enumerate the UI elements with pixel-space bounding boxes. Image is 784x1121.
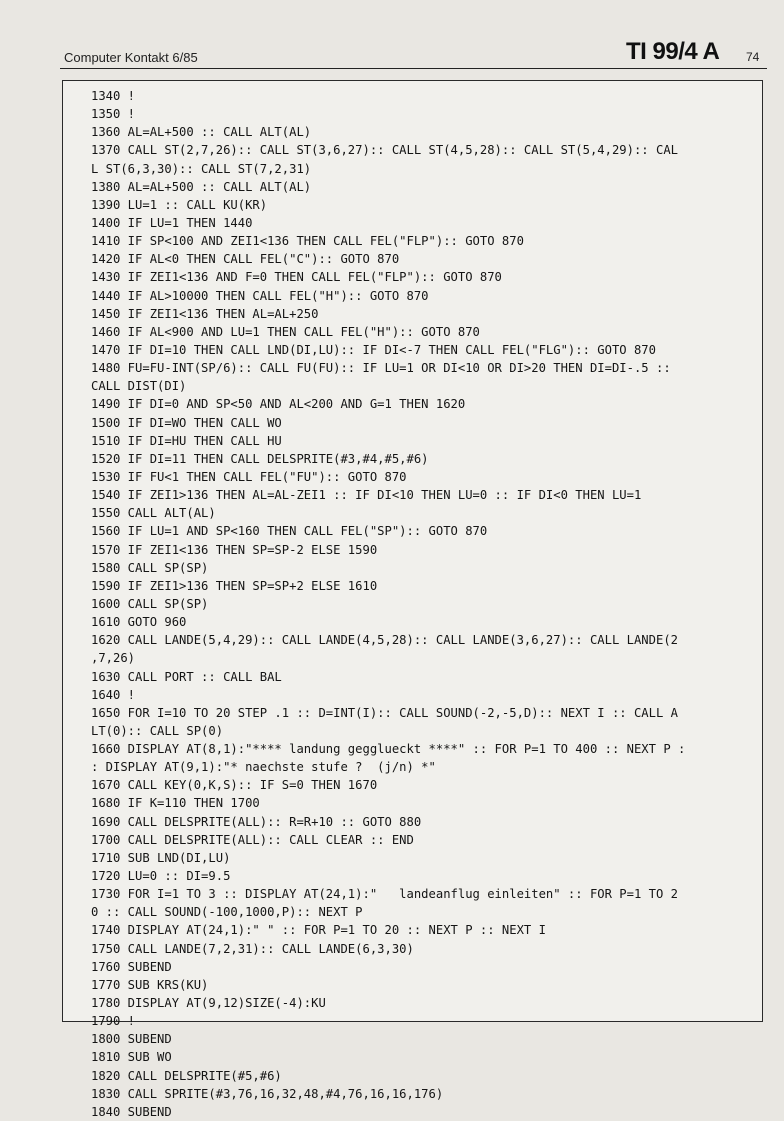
code-line: 1680 IF K=110 THEN 1700 bbox=[91, 796, 260, 811]
code-line: 1470 IF DI=10 THEN CALL LND(DI,LU):: IF DI<-7 THEN CALL FEL("FLG"):: GOTO 870 bbox=[91, 342, 656, 357]
code-line: 1840 SUBEND bbox=[91, 1104, 172, 1119]
code-line: 1740 DISPLAY AT(24,1):" " :: FOR P=1 TO 20 :: NEXT P :: NEXT I bbox=[91, 923, 546, 938]
code-line: 1640 ! bbox=[91, 687, 136, 702]
code-line: LT(0):: CALL SP(0) bbox=[91, 723, 224, 738]
page-number: 74 bbox=[746, 50, 760, 64]
code-line: 1520 IF DI=11 THEN CALL DELSPRITE(#3,#4,#5,#6) bbox=[91, 451, 429, 466]
code-line: L ST(6,3,30):: CALL ST(7,2,31) bbox=[91, 161, 312, 176]
code-line: 1430 IF ZEI1<136 AND F=0 THEN CALL FEL("FLP"):: GOTO 870 bbox=[91, 270, 502, 285]
code-line: ,7,26) bbox=[91, 651, 136, 666]
code-line: CALL DIST(DI) bbox=[91, 379, 187, 394]
code-line: 1600 CALL SP(SP) bbox=[91, 596, 209, 611]
code-line: 1450 IF ZEI1<136 THEN AL=AL+250 bbox=[91, 306, 319, 321]
code-line: 1760 SUBEND bbox=[91, 959, 172, 974]
code-line: 0 :: CALL SOUND(-100,1000,P):: NEXT P bbox=[91, 905, 363, 920]
code-line: 1550 CALL ALT(AL) bbox=[91, 506, 216, 521]
code-line: 1350 ! bbox=[91, 107, 136, 122]
code-line: 1660 DISPLAY AT(8,1):"**** landung gegglueckt ****" :: FOR P=1 TO 400 :: NEXT P : bbox=[91, 742, 686, 757]
code-line: 1670 CALL KEY(0,K,S):: IF S=0 THEN 1670 bbox=[91, 778, 378, 793]
code-line: : DISPLAY AT(9,1):"* naechste stufe ? (j/n) *" bbox=[91, 760, 436, 775]
code-line: 1780 DISPLAY AT(9,12)SIZE(-4):KU bbox=[91, 996, 326, 1011]
code-line: 1400 IF LU=1 THEN 1440 bbox=[91, 215, 253, 230]
magazine-issue: Computer Kontakt 6/85 bbox=[64, 50, 198, 65]
code-line: 1380 AL=AL+500 :: CALL ALT(AL) bbox=[91, 179, 312, 194]
code-line: 1420 IF AL<0 THEN CALL FEL("C"):: GOTO 870 bbox=[91, 252, 400, 267]
code-line: 1590 IF ZEI1>136 THEN SP=SP+2 ELSE 1610 bbox=[91, 578, 378, 593]
code-line: 1580 CALL SP(SP) bbox=[91, 560, 209, 575]
code-line: 1370 CALL ST(2,7,26):: CALL ST(3,6,27):: CALL ST(4,5,28):: CALL ST(5,4,29):: CAL bbox=[91, 143, 678, 158]
code-line: 1700 CALL DELSPRITE(ALL):: CALL CLEAR :: END bbox=[91, 832, 414, 847]
code-line: 1800 SUBEND bbox=[91, 1032, 172, 1047]
code-line: 1510 IF DI=HU THEN CALL HU bbox=[91, 433, 282, 448]
code-line: 1820 CALL DELSPRITE(#5,#6) bbox=[91, 1068, 282, 1083]
code-line: 1410 IF SP<100 AND ZEI1<136 THEN CALL FEL("FLP"):: GOTO 870 bbox=[91, 234, 524, 249]
code-line: 1810 SUB WO bbox=[91, 1050, 172, 1065]
code-line: 1690 CALL DELSPRITE(ALL):: R=R+10 :: GOTO 880 bbox=[91, 814, 422, 829]
code-line: 1710 SUB LND(DI,LU) bbox=[91, 850, 231, 865]
code-line: 1490 IF DI=0 AND SP<50 AND AL<200 AND G=1 THEN 1620 bbox=[91, 397, 466, 412]
code-line: 1440 IF AL>10000 THEN CALL FEL("H"):: GOTO 870 bbox=[91, 288, 429, 303]
code-line: 1720 LU=0 :: DI=9.5 bbox=[91, 869, 231, 884]
code-line: 1360 AL=AL+500 :: CALL ALT(AL) bbox=[91, 125, 312, 140]
code-line: 1460 IF AL<900 AND LU=1 THEN CALL FEL("H"):: GOTO 870 bbox=[91, 324, 480, 339]
code-line: 1730 FOR I=1 TO 3 :: DISPLAY AT(24,1):" landeanflug einleiten" :: FOR P=1 TO 2 bbox=[91, 887, 678, 902]
code-line: 1770 SUB KRS(KU) bbox=[91, 977, 209, 992]
code-line: 1340 ! bbox=[91, 89, 136, 103]
code-line: 1480 FU=FU-INT(SP/6):: CALL FU(FU):: IF LU=1 OR DI<10 OR DI>20 THEN DI=DI-.5 :: bbox=[91, 361, 671, 376]
system-title: TI 99/4 A bbox=[626, 38, 720, 65]
code-line: 1790 ! bbox=[91, 1014, 136, 1029]
code-line: 1570 IF ZEI1<136 THEN SP=SP-2 ELSE 1590 bbox=[91, 542, 378, 557]
code-line: 1650 FOR I=10 TO 20 STEP .1 :: D=INT(I):: CALL SOUND(-2,-5,D):: NEXT I :: CALL A bbox=[91, 705, 678, 720]
code-line: 1750 CALL LANDE(7,2,31):: CALL LANDE(6,3,30) bbox=[91, 941, 414, 956]
code-line: 1610 GOTO 960 bbox=[91, 615, 187, 630]
code-line: 1530 IF FU<1 THEN CALL FEL("FU"):: GOTO 870 bbox=[91, 469, 407, 484]
code-line: 1620 CALL LANDE(5,4,29):: CALL LANDE(4,5,28):: CALL LANDE(3,6,27):: CALL LANDE(2 bbox=[91, 633, 678, 648]
code-line: 1500 IF DI=WO THEN CALL WO bbox=[91, 415, 282, 430]
code-listing bbox=[91, 87, 761, 1121]
code-listing-box bbox=[62, 80, 763, 1119]
code-line: 1830 CALL SPRITE(#3,76,16,32,48,#4,76,16,16,176) bbox=[91, 1086, 444, 1101]
code-line: 1540 IF ZEI1>136 THEN AL=AL-ZEI1 :: IF DI<10 THEN LU=0 :: IF DI<0 THEN LU=1 bbox=[91, 488, 642, 503]
code-line: 1390 LU=1 :: CALL KU(KR) bbox=[91, 197, 268, 212]
code-line: 1630 CALL PORT :: CALL BAL bbox=[91, 669, 282, 684]
code-line: 1560 IF LU=1 AND SP<160 THEN CALL FEL("SP"):: GOTO 870 bbox=[91, 524, 488, 539]
page-header bbox=[60, 36, 767, 69]
